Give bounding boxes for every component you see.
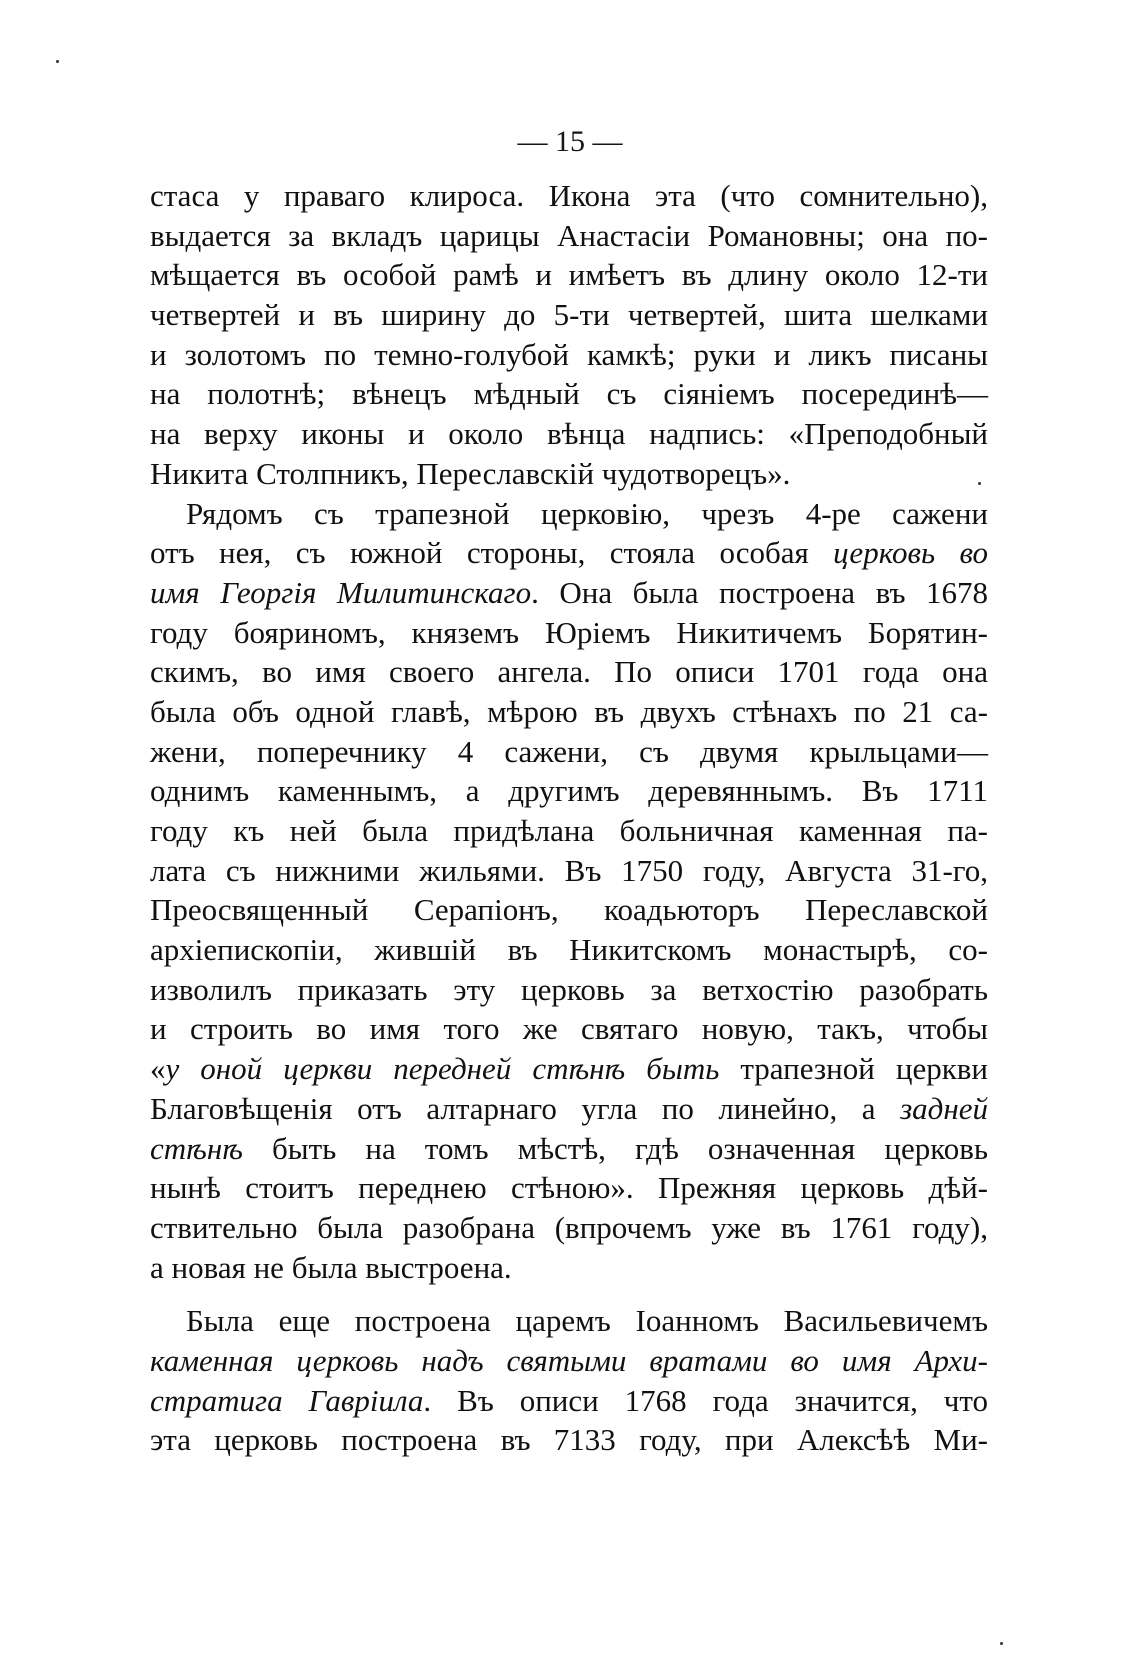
italic-text: задней <box>900 1090 988 1126</box>
scan-speck <box>1000 1642 1003 1645</box>
text-line <box>150 573 988 613</box>
text-line: году къ ней была придѣлана больничная каменная па- <box>150 813 988 848</box>
text-line: скимъ, во имя своего ангела. По описи 1701 года она <box>150 654 988 690</box>
text-line: изволилъ приказать эту церковь за ветхостію разобрать <box>150 971 988 1007</box>
page-number: — 15 — <box>517 125 623 158</box>
italic-text: имя Георгія Милитинскаго <box>150 574 532 610</box>
italic-text: церковь во <box>833 535 989 571</box>
paragraph-2 <box>150 494 988 1288</box>
text-line: Преосвященный Серапіонъ, коадьюторъ Переславской <box>150 892 988 928</box>
text-line: ствительно была разобрана (впрочемъ уже въ 1761 году), <box>150 1209 988 1245</box>
text-line: нынѣ стоитъ переднею стѣною». Прежняя церковь дѣй- <box>150 1170 988 1206</box>
text-line: на полотнѣ; вѣнецъ мѣдный съ сіяніемъ посерединѣ— <box>150 376 988 412</box>
text-line <box>150 1129 988 1169</box>
text-line: Рядомъ съ трапезной церковію, чрезъ 4-ре сажени <box>186 495 988 531</box>
text-line: эта церковь построена въ 7133 году, при Алексѣѣ Ми- <box>150 1422 988 1458</box>
text-line <box>150 1049 988 1089</box>
line-text: . Въ описи 1768 года значится, что <box>423 1382 988 1418</box>
text-line: жени, поперечнику 4 сажени, съ двумя крыльцами— <box>150 733 988 769</box>
text-line <box>150 533 988 573</box>
line-text: трапезной церкви <box>719 1051 988 1087</box>
line-text: « <box>150 1051 166 1087</box>
italic-text: стѣнѣ <box>150 1130 243 1166</box>
text-line: четвертей и въ ширину до 5-ти четвертей, шита шелками <box>150 297 988 333</box>
text-line: архіепископіи, жившій въ Никитскомъ монастырѣ, со- <box>150 932 988 968</box>
text-line: на верху иконы и около вѣнца надпись: «Преподобный <box>150 416 988 452</box>
line-text: Благовѣщенія отъ алтарнаго угла по линейно, а <box>150 1090 901 1126</box>
text-line: и строить во имя того же святаго новую, такъ, чтобы <box>150 1011 988 1047</box>
scan-speck <box>56 60 59 63</box>
text-line: стаса у праваго клироса. Икона эта (что сомнительно), <box>150 178 988 213</box>
paragraph-3 <box>150 1301 988 1460</box>
line-text: быть на томъ мѣстѣ, гдѣ означенная церковь <box>242 1130 988 1166</box>
paragraph-1 <box>150 176 988 494</box>
text-line: году бояриномъ, княземъ Юріемъ Никитичемъ Борятин- <box>150 614 988 650</box>
text-line: лата съ нижними жильями. Въ 1750 году, Августа 31-го, <box>150 852 988 888</box>
text-line: была объ одной главѣ, мѣрою въ двухъ стѣнахъ по 21 са- <box>150 693 988 729</box>
text-line: каменная церковь надъ святыми вратами во имя Архи- <box>150 1342 988 1378</box>
line-text: отъ нея, съ южной стороны, стояла особая <box>150 535 834 571</box>
italic-text: у оной церкви передней стѣнѣ быть <box>165 1051 720 1087</box>
text-line <box>150 1089 988 1129</box>
text-line: и золотомъ по темно-голубой камкѣ; руки и ликъ писаны <box>150 336 988 372</box>
body-text <box>150 176 988 1460</box>
text-line: Никита Столпникъ, Переславскій чудотворецъ». <box>150 455 791 491</box>
paragraph-spacer <box>150 1287 988 1301</box>
text-line: Была еще построена царемъ Іоанномъ Васильевичемъ <box>186 1303 988 1339</box>
line-text: . Она была построена въ 1678 <box>531 574 989 610</box>
text-line: мѣщается въ особой рамѣ и имѣетъ въ длину около 12-ти <box>150 257 988 293</box>
text-line: выдается за вкладъ царицы Анастасіи Романовны; она по- <box>150 217 988 253</box>
italic-text: стратига Гавріила <box>150 1382 424 1418</box>
text-line: а новая не была выстроена. <box>150 1249 512 1285</box>
text-line <box>150 1381 988 1421</box>
scan-speck <box>978 482 981 485</box>
text-line: однимъ каменнымъ, а другимъ деревяннымъ. Въ 1711 <box>150 773 988 809</box>
